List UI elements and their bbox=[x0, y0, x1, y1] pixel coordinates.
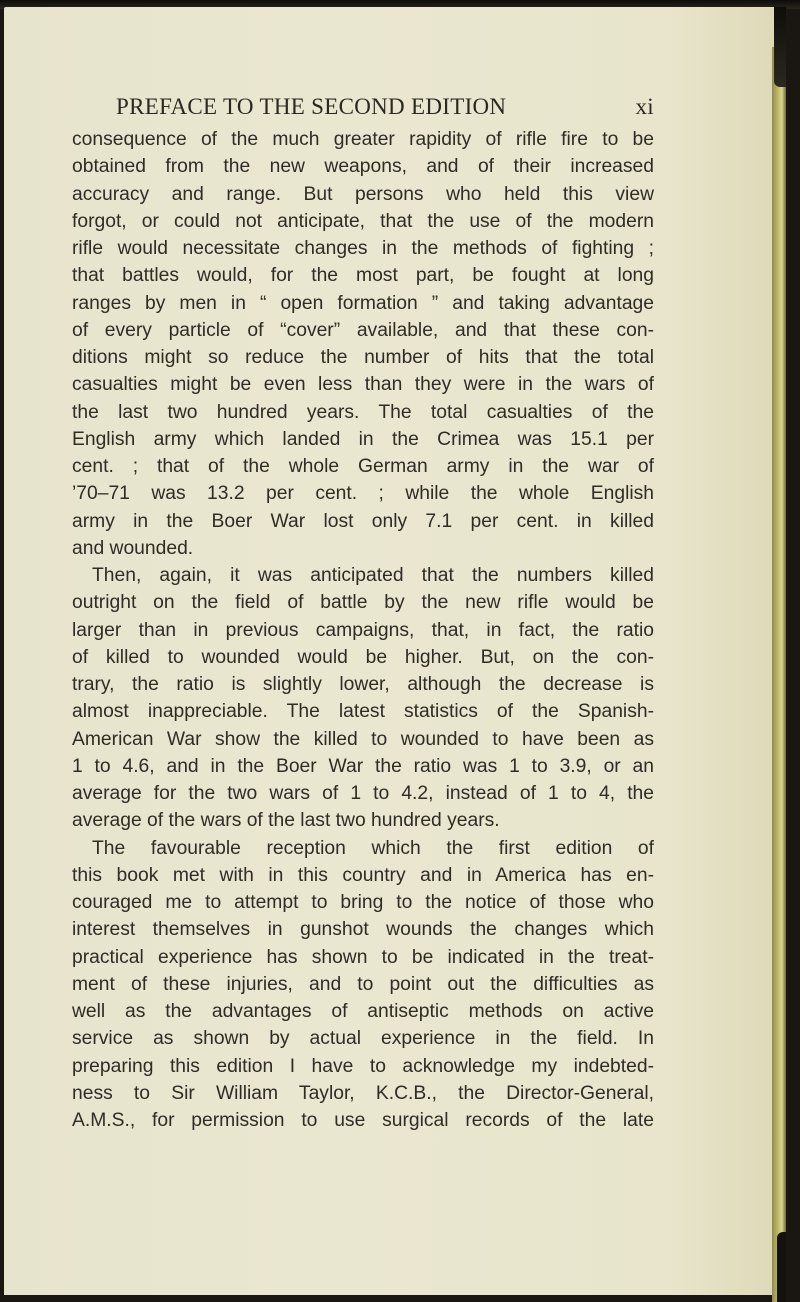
text-line: obtained from the new weapons, and of their increased bbox=[72, 156, 654, 178]
page-number: xi bbox=[635, 94, 654, 119]
text-line: ditions might so reduce the number of hits that the total bbox=[72, 347, 654, 368]
text-line: ment of these injuries, and to point out the difficulties as bbox=[72, 973, 654, 995]
text-line: of every particle of “cover” available, and that these con- bbox=[72, 319, 654, 341]
page-corner-shadow-top bbox=[774, 7, 786, 87]
text-line: casualties might be even less than they were in the wars of bbox=[72, 374, 654, 396]
text-line: preparing this edition I have to acknowledge my indebted- bbox=[72, 1055, 654, 1077]
text-line: practical experience has shown to be indicated in the treat- bbox=[72, 946, 654, 968]
text-line: army in the Boer War lost only 7.1 per cent. in killed bbox=[72, 510, 654, 532]
text-line: average for the two wars of 1 to 4.2, instead of 1 to 4, the bbox=[72, 783, 654, 804]
text-line: and wounded. bbox=[72, 537, 194, 559]
text-line: A.M.S., for permission to use surgical records of the late bbox=[72, 1110, 654, 1131]
text-line: accuracy and range. But persons who held this view bbox=[72, 183, 654, 205]
text-line: forgot, or could not anticipate, that the use of the modern bbox=[72, 210, 654, 232]
page-edge-shading bbox=[772, 47, 786, 1302]
body-text bbox=[72, 126, 654, 1134]
text-line: ranges by men in “ open formation ” and taking advantage bbox=[72, 292, 654, 314]
text-line: service as shown by actual experience in the field. In bbox=[72, 1028, 654, 1050]
text-line: the last two hundred years. The total casualties of the bbox=[72, 401, 654, 423]
text-line: English army which landed in the Crimea was 15.1 per bbox=[72, 428, 654, 450]
text-line: Then, again, it was anticipated that the numbers killed bbox=[92, 565, 654, 586]
text-line: almost inappreciable. The latest statistics of the Spanish- bbox=[72, 701, 654, 723]
text-line: of killed to wounded would be higher. But, on the con- bbox=[72, 646, 654, 668]
running-title: PREFACE TO THE SECOND EDITION bbox=[116, 94, 507, 119]
text-line: this book met with in this country and in America has en- bbox=[72, 864, 654, 886]
text-line: rifle would necessitate changes in the methods of fighting ; bbox=[72, 238, 654, 259]
text-line: outright on the field of battle by the new rifle would be bbox=[72, 592, 654, 614]
text-line: consequence of the much greater rapidity of rifle fire to be bbox=[72, 129, 654, 150]
text-line: interest themselves in gunshot wounds the changes which bbox=[72, 919, 654, 941]
text-line: ness to Sir William Taylor, K.C.B., the Director-General, bbox=[72, 1082, 654, 1104]
text-line: The favourable reception which the first edition of bbox=[92, 837, 654, 859]
page-corner-shadow-bottom bbox=[777, 1232, 786, 1302]
text-line: larger than in previous campaigns, that, in fact, the ratio bbox=[72, 619, 654, 641]
text-line: well as the advantages of antiseptic methods on active bbox=[72, 1001, 654, 1022]
text-line: couraged me to attempt to bring to the notice of those who bbox=[72, 892, 654, 913]
running-header bbox=[116, 92, 654, 122]
text-line: 1 to 4.6, and in the Boer War the ratio was 1 to 3.9, or an bbox=[72, 755, 654, 777]
text-line: that battles would, for the most part, be fought at long bbox=[72, 265, 654, 287]
text-line: trary, the ratio is slightly lower, although the decrease is bbox=[72, 674, 654, 695]
text-line: ’70–71 was 13.2 per cent. ; while the whole English bbox=[72, 483, 654, 505]
text-line: average of the wars of the last two hundred years. bbox=[72, 810, 500, 832]
text-line: American War show the killed to wounded to have been as bbox=[72, 728, 654, 750]
text-line: cent. ; that of the whole German army in the war of bbox=[72, 456, 654, 477]
